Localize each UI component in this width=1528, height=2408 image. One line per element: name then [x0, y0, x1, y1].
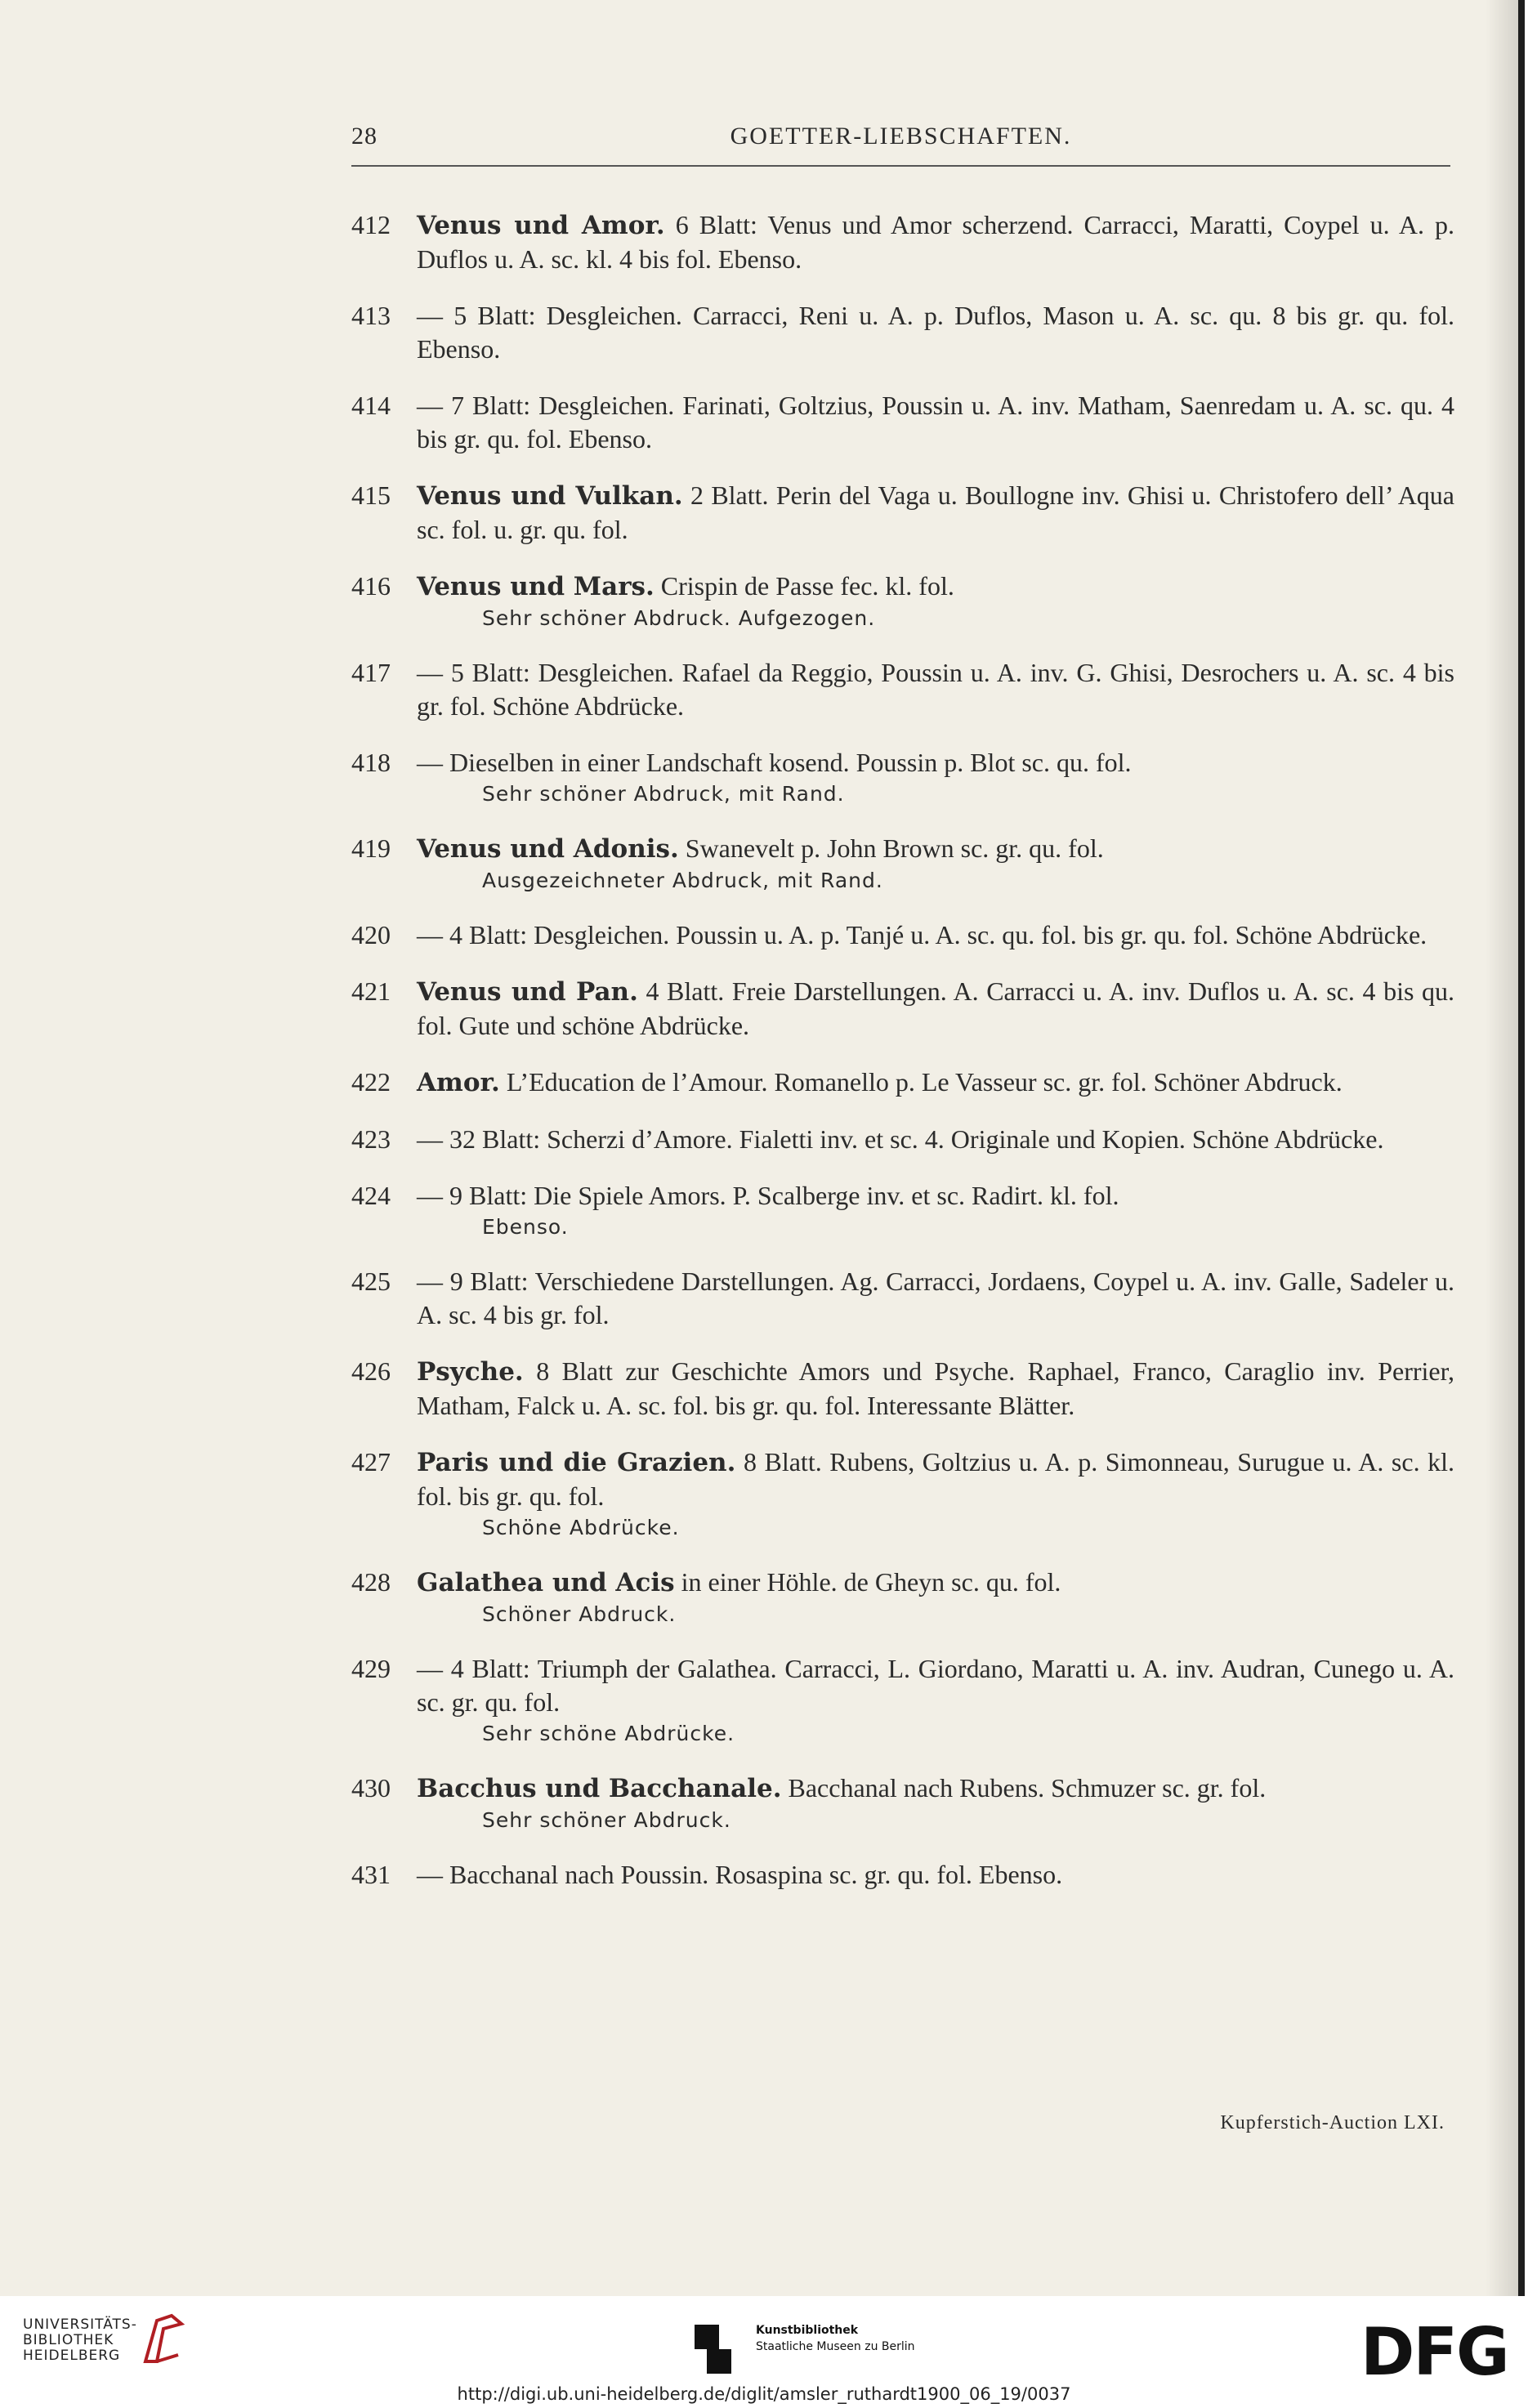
entry-text: [417, 832, 1454, 866]
entry-heading: Galathea und Acis: [417, 1568, 675, 1597]
entry-heading: Venus und Vulkan.: [417, 481, 683, 511]
entry-text: [417, 1566, 1454, 1600]
catalog-entry: [351, 1858, 1454, 1892]
entry-number: 423: [351, 1124, 391, 1154]
entry-number: 414: [351, 391, 391, 420]
permalink-url[interactable]: http://digi.ub.uni-heidelberg.de/diglit/amsler_ruthardt1900_06_19/0037: [457, 2384, 1071, 2404]
entry-heading: Venus und Amor.: [417, 211, 665, 240]
catalog-entry: [351, 832, 1454, 896]
entry-body: Swanevelt p. John Brown sc. gr. qu. fol.: [685, 833, 1104, 863]
catalog-entry: [351, 656, 1454, 723]
entry-body: — 5 Blatt: Desgleichen. Carracci, Reni u. A. p. Duflos, Mason u. A. sc. qu. 8 bis gr. qu. fol. Ebenso.: [417, 301, 1454, 364]
entry-number: 431: [351, 1860, 391, 1889]
ub-line: UNIVERSITÄTS-: [23, 2316, 137, 2333]
entry-text: [417, 389, 1454, 456]
ub-line: BIBLIOTHEK: [23, 2332, 114, 2348]
entry-body: in einer Höhle. de Gheyn sc. qu. fol.: [681, 1567, 1061, 1597]
catalog-entry: [351, 918, 1454, 952]
entry-text: [417, 1652, 1454, 1719]
entry-number: 430: [351, 1773, 391, 1803]
entry-body: — Dieselben in einer Landschaft kosend. Poussin p. Blot sc. qu. fol.: [417, 748, 1132, 777]
entry-note: Sehr schöne Abdrücke.: [482, 1722, 735, 1745]
entry-heading: Bacchus und Bacchanale.: [417, 1774, 782, 1803]
catalog-entries: [351, 208, 1454, 1914]
entry-number: 419: [351, 833, 391, 863]
entry-note: Ausgezeichneter Abdruck, mit Rand.: [482, 869, 883, 892]
catalog-entry: [351, 1355, 1454, 1423]
entry-text: [417, 1265, 1454, 1332]
catalog-entry: [351, 479, 1454, 547]
catalog-entry: [351, 1066, 1454, 1100]
page-header: [351, 123, 1450, 167]
entry-heading: Paris und die Grazien.: [417, 1448, 736, 1477]
catalog-entry: [351, 1179, 1454, 1242]
entry-number: 427: [351, 1447, 391, 1477]
entry-number: 420: [351, 920, 391, 949]
entry-note: Ebenso.: [482, 1215, 569, 1239]
entry-text: [417, 1445, 1454, 1513]
catalog-entry: [351, 299, 1454, 366]
signature-line: Kupferstich-Auction LXI.: [1220, 2112, 1445, 2133]
catalog-entry: [351, 1123, 1454, 1156]
dfg-logo: DFG: [1360, 2314, 1508, 2390]
catalog-entry: [351, 975, 1454, 1043]
entry-note: Sehr schöner Abdruck.: [482, 1808, 731, 1832]
entry-text: [417, 208, 1454, 276]
entry-number: 412: [351, 210, 391, 239]
entry-text: [417, 656, 1454, 723]
entry-heading: Venus und Pan.: [417, 977, 638, 1007]
entry-number: 429: [351, 1654, 391, 1683]
page-title: GOETTER-LIEBSCHAFTEN.: [730, 123, 1072, 150]
entry-heading: Venus und Mars.: [417, 572, 655, 601]
catalog-entry: [351, 389, 1454, 456]
catalog-entry: [351, 1771, 1454, 1835]
ub-heidelberg-text: [23, 2317, 137, 2364]
entry-note: Sehr schöner Abdruck, mit Rand.: [482, 782, 845, 806]
entry-body: 8 Blatt. Rubens, Goltzius u. A. p. Simonneau, Surugue u. A. sc. kl. fol. bis gr. qu. fol.: [417, 1447, 1455, 1511]
entry-text: [417, 975, 1454, 1043]
entry-text: [417, 1771, 1454, 1806]
entry-note: Sehr schöner Abdruck. Aufgezogen.: [482, 606, 876, 630]
entry-body: — 4 Blatt: Triumph der Galathea. Carracci, L. Giordano, Maratti u. A. inv. Audran, Cunego u. A. sc. gr. qu. fol.: [417, 1654, 1454, 1717]
entry-number: 415: [351, 480, 391, 510]
entry-body: — 9 Blatt: Die Spiele Amors. P. Scalberge inv. et sc. Radirt. kl. fol.: [417, 1181, 1119, 1210]
entry-number: 421: [351, 976, 391, 1006]
entry-body: 6 Blatt: Venus und Amor scherzend. Carracci, Maratti, Coypel u. A. p. Duflos u. A. sc. kl. 4 bis fol. Ebenso.: [417, 210, 1455, 274]
catalog-entry: [351, 570, 1454, 633]
ub-line: HEIDELBERG: [23, 2348, 121, 2364]
entry-body: — 5 Blatt: Desgleichen. Rafael da Reggio, Poussin u. A. inv. G. Ghisi, Desrochers u. A. sc. 4 bis gr. fol. Schöne Abdrücke.: [417, 658, 1454, 721]
entry-number: 425: [351, 1267, 391, 1296]
entry-number: 417: [351, 658, 391, 687]
entry-heading: Venus und Adonis.: [417, 834, 679, 864]
entry-number: 416: [351, 571, 391, 601]
catalog-entry: [351, 746, 1454, 809]
entry-number: 424: [351, 1181, 391, 1210]
kb-line-1: Kunstbibliothek: [756, 2324, 859, 2337]
entry-text: [417, 1858, 1454, 1892]
catalog-entry: [351, 1566, 1454, 1629]
ub-heidelberg-logo-icon: [139, 2312, 188, 2371]
catalog-entry: [351, 208, 1454, 276]
page-number: 28: [351, 123, 378, 150]
entry-text: [417, 1123, 1454, 1156]
entry-text: [417, 918, 1454, 952]
entry-body: — Bacchanal nach Poussin. Rosaspina sc. gr. qu. fol. Ebenso.: [417, 1860, 1063, 1889]
kunstbibliothek-text: [756, 2322, 915, 2355]
digitization-banner: [0, 2296, 1528, 2408]
entry-heading: Amor.: [417, 1068, 500, 1097]
entry-text: [417, 746, 1454, 780]
entry-text: [417, 479, 1454, 547]
entry-body: Crispin de Passe fec. kl. fol.: [660, 571, 954, 601]
entry-heading: Psyche.: [417, 1357, 524, 1387]
kunstbibliothek-logo-icon: [695, 2325, 744, 2375]
entry-text: [417, 570, 1454, 604]
entry-body: — 9 Blatt: Verschiedene Darstellungen. Ag. Carracci, Jordaens, Coypel u. A. inv. Galle, Sadeler u. A. sc. 4 bis gr. fol.: [417, 1267, 1454, 1329]
entry-text: [417, 299, 1454, 366]
catalog-entry: [351, 1652, 1454, 1749]
entry-body: — 7 Blatt: Desgleichen. Farinati, Goltzius, Poussin u. A. inv. Matham, Saenredam u. A. sc. qu. 4 bis gr. qu. fol. Ebenso.: [417, 391, 1454, 453]
entry-body: Bacchanal nach Rubens. Schmuzer sc. gr. fol.: [788, 1773, 1267, 1803]
entry-number: 418: [351, 748, 391, 777]
entry-number: 426: [351, 1356, 391, 1386]
entry-body: L’Education de l’Amour. Romanello p. Le Vasseur sc. gr. fol. Schöner Abdruck.: [506, 1067, 1343, 1097]
entry-note: Schöner Abdruck.: [482, 1602, 677, 1626]
entry-note: Schöne Abdrücke.: [482, 1516, 680, 1539]
catalog-entry: [351, 1445, 1454, 1543]
entry-body: 4 Blatt. Freie Darstellungen. A. Carracci u. A. inv. Duflos u. A. sc. 4 bis qu. fol. Gute und schöne Abdrücke.: [417, 976, 1455, 1040]
entry-body: — 4 Blatt: Desgleichen. Poussin u. A. p. Tanjé u. A. sc. qu. fol. bis gr. qu. fol. Schöne Abdrücke.: [417, 920, 1427, 949]
entry-body: — 32 Blatt: Scherzi d’Amore. Fialetti inv. et sc. 4. Originale und Kopien. Schöne Abdrücke.: [417, 1124, 1384, 1154]
entry-text: [417, 1179, 1454, 1213]
entry-number: 413: [351, 301, 391, 330]
entry-body: 8 Blatt zur Geschichte Amors und Psyche. Raphael, Franco, Caraglio inv. Perrier, Matham, Falck u. A. sc. fol. bis gr. qu. fol. Interessante Blätter.: [417, 1356, 1455, 1420]
kb-line-2: Staatliche Museen zu Berlin: [756, 2340, 915, 2353]
catalog-entry: [351, 1265, 1454, 1332]
entry-text: [417, 1355, 1454, 1423]
entry-text: [417, 1066, 1454, 1100]
entry-number: 422: [351, 1067, 391, 1097]
entry-number: 428: [351, 1567, 391, 1597]
entry-body: 2 Blatt. Perin del Vaga u. Boullogne inv. Ghisi u. Christofero dell’ Aqua sc. fol. u. gr. qu. fol.: [417, 480, 1455, 544]
